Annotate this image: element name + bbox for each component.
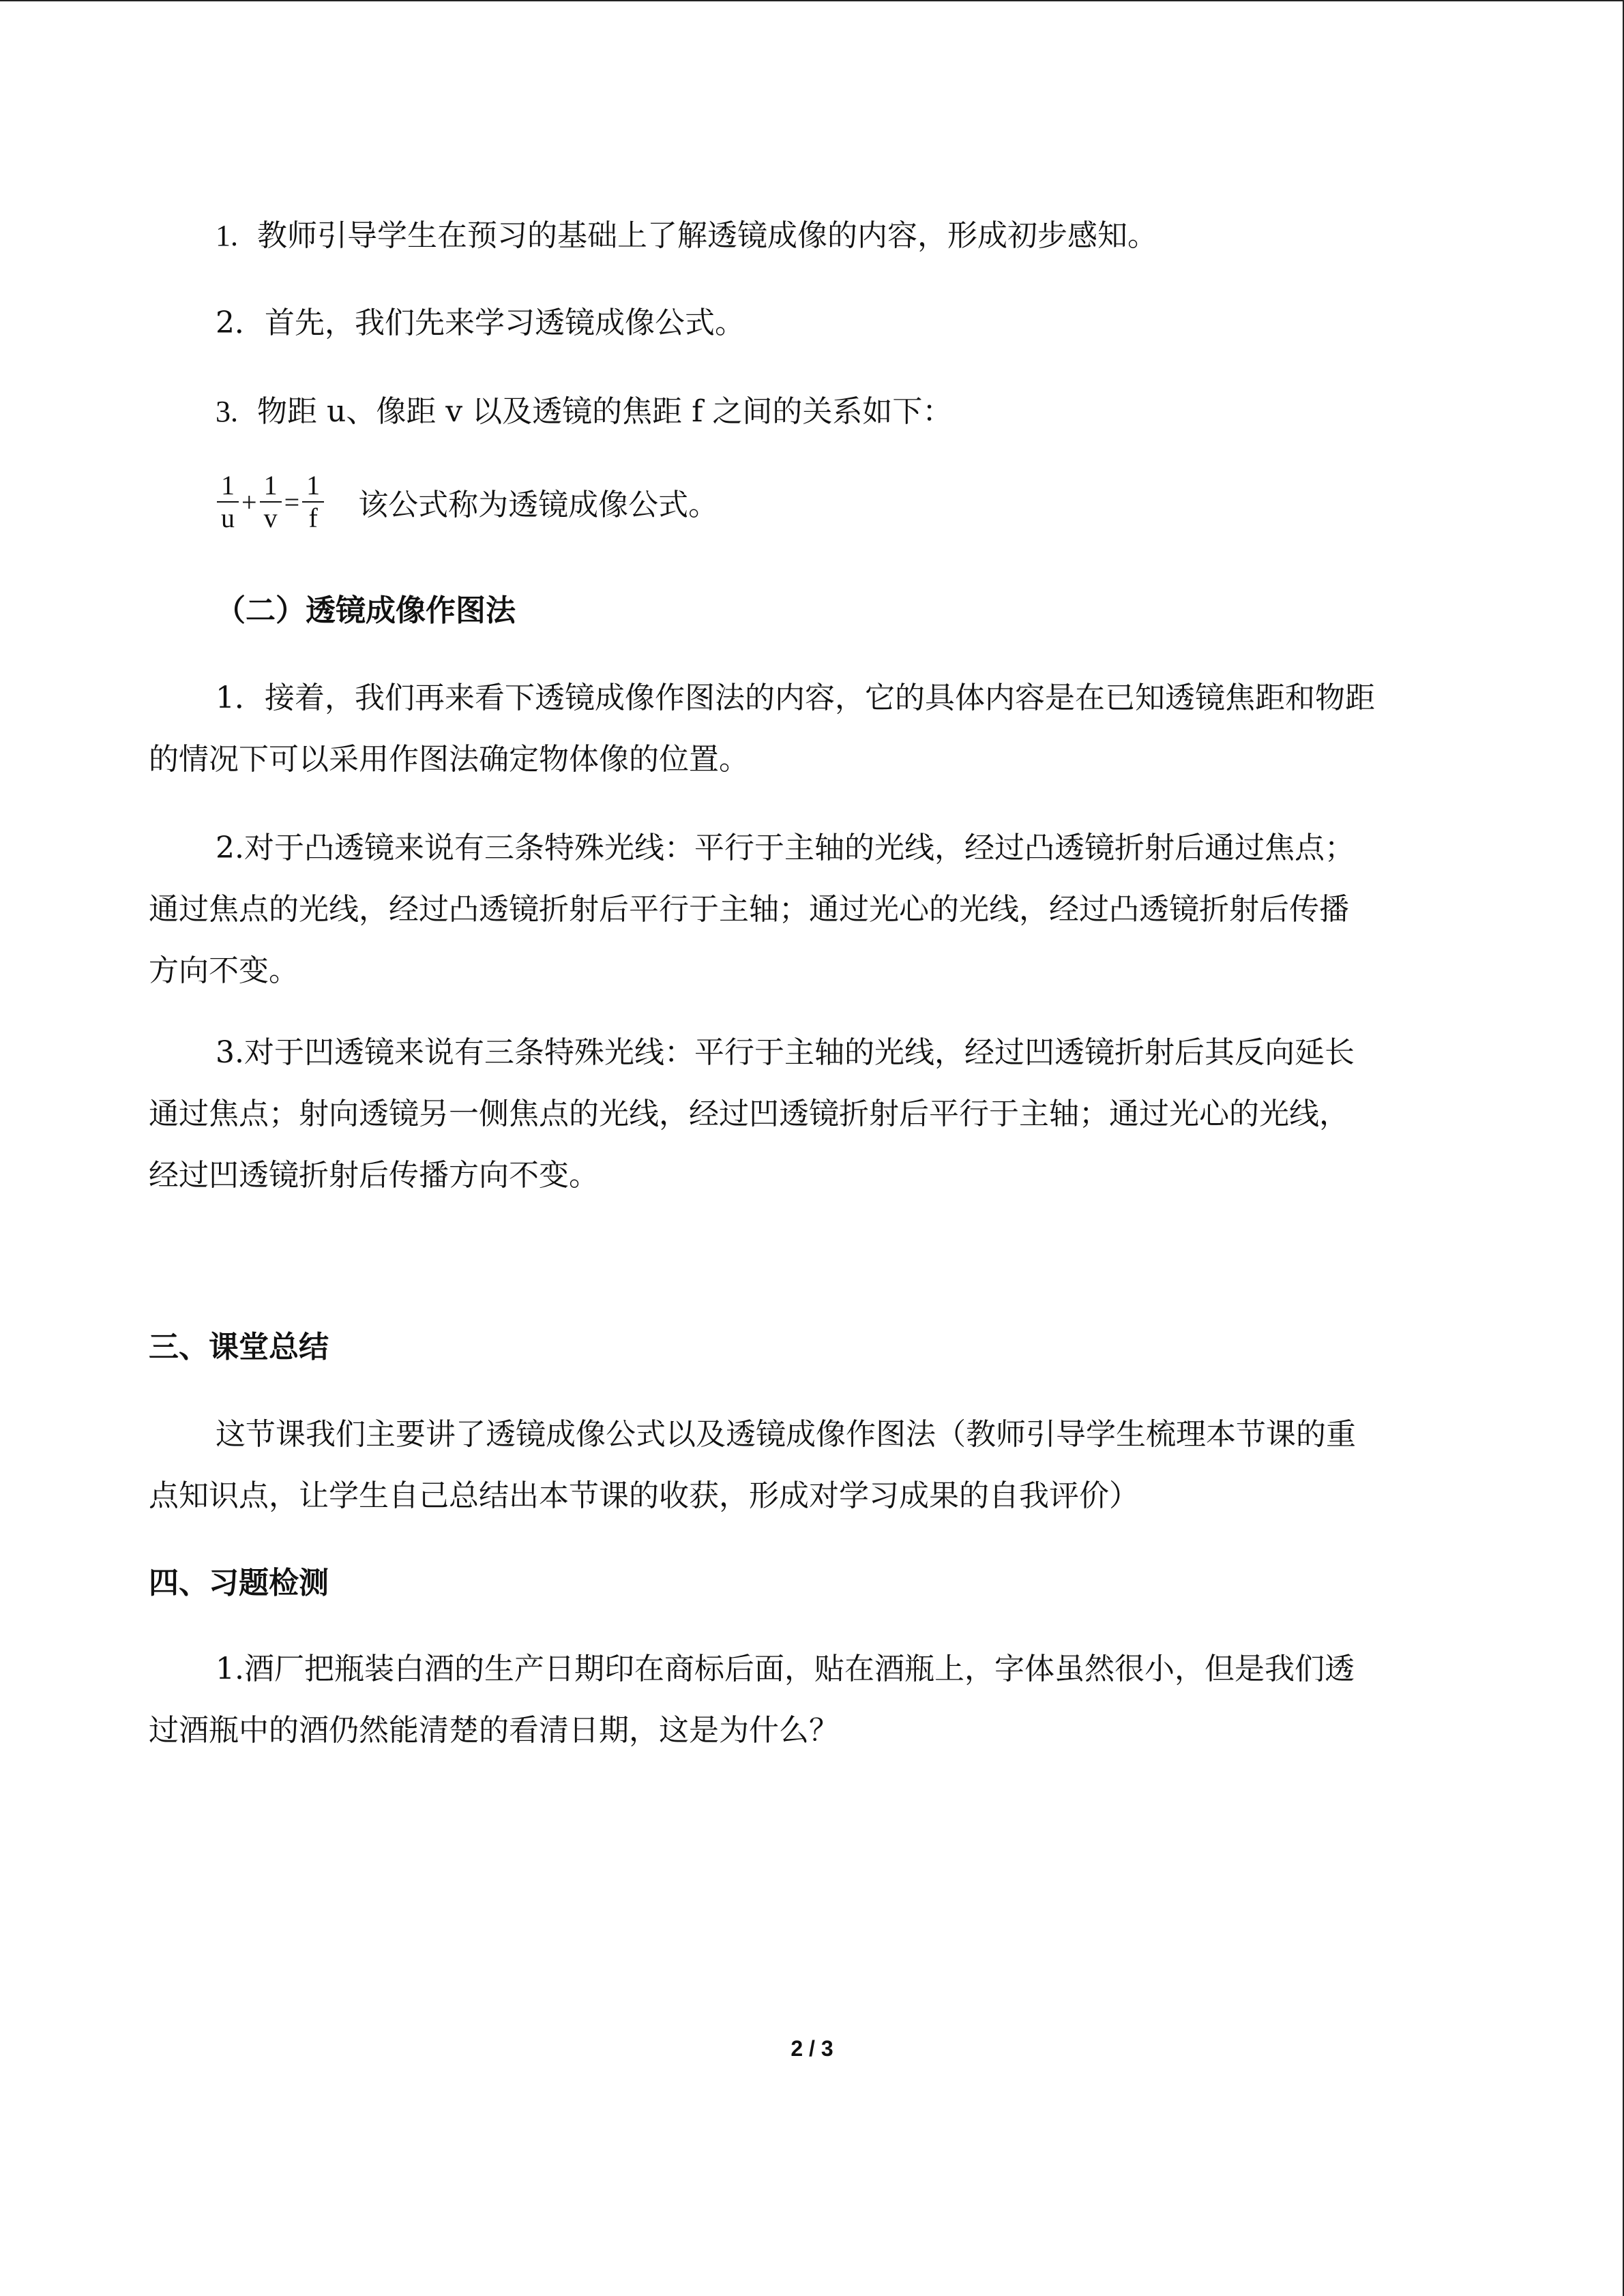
- exercise-line1: 1.酒厂把瓶装白酒的生产日期印在商标后面，贴在酒瓶上，字体虽然很小，但是我们透: [216, 1652, 1355, 1686]
- step-2-number: 2．: [216, 305, 265, 340]
- summary-line1: 这节课我们主要讲了透镜成像公式以及透镜成像作图法（教师引导学生梳理本节课的重: [216, 1417, 1356, 1452]
- drawing-p3-line2: 通过焦点；射向透镜另一侧焦点的光线，经过凹透镜折射后平行于主轴；通过光心的光线，: [149, 1097, 1349, 1131]
- drawing-p1-line2: 的情况下可以采用作图法确定物体像的位置。: [149, 742, 749, 777]
- fraction-numerator: 1: [302, 470, 324, 503]
- fraction-numerator: 1: [217, 470, 239, 503]
- formula-note: 该公式称为透镜成像公式。: [358, 488, 719, 522]
- section-drawing-heading: （二）透镜成像作图法: [216, 593, 516, 628]
- step-3: [216, 393, 952, 431]
- equals-sign: =: [284, 486, 300, 518]
- step-1-text: 教师引导学生在预习的基础上了解透镜成像的内容，形成初步感知。: [257, 218, 1157, 253]
- step-3-number: 3.: [216, 395, 238, 428]
- fraction-denominator: f: [308, 503, 318, 533]
- drawing-p2-line2: 通过焦点的光线，经过凸透镜折射后平行于主轴；通过光心的光线，经过凸透镜折射后传播: [149, 892, 1349, 927]
- section-summary-heading: 三、课堂总结: [149, 1330, 329, 1365]
- drawing-p3-line1: 3.对于凹透镜来说有三条特殊光线：平行于主轴的光线，经过凹透镜折射后其反向延长: [216, 1035, 1355, 1070]
- exercise-line2: 过酒瓶中的酒仍然能清楚的看清日期，这是为什么？: [149, 1713, 839, 1748]
- drawing-p3-line3: 经过凹透镜折射后传播方向不变。: [149, 1158, 599, 1193]
- summary-line2: 点知识点，让学生自己总结出本节课的收获，形成对学习成果的自我评价）: [149, 1478, 1139, 1513]
- section-exercise-heading: 四、习题检测: [149, 1566, 329, 1600]
- page-number: 2 / 3: [791, 2036, 833, 2061]
- fraction-1-over-v: [260, 470, 282, 534]
- fraction-1-over-f: [302, 470, 324, 534]
- fraction-1-over-u: [217, 470, 239, 534]
- step-1: [216, 217, 1157, 255]
- fraction-denominator: v: [263, 503, 278, 533]
- drawing-p2-line3: 方向不变。: [149, 953, 299, 988]
- plus-sign: +: [241, 486, 257, 518]
- fraction-denominator: u: [221, 503, 235, 533]
- drawing-p2-line1: 2.对于凸透镜来说有三条特殊光线：平行于主轴的光线，经过凸透镜折射后通过焦点；: [216, 831, 1355, 865]
- lens-formula: [216, 461, 718, 543]
- fraction-numerator: 1: [260, 470, 282, 503]
- step-3-text: 物距 u、像距 v 以及透镜的焦距 f 之间的关系如下：: [257, 394, 953, 429]
- step-2: [216, 304, 745, 342]
- step-1-number: 1.: [216, 219, 238, 252]
- drawing-p1-line1: 1．接着，我们再来看下透镜成像作图法的内容，它的具体内容是在已知透镜焦距和物距: [216, 681, 1375, 715]
- step-2-text: 首先，我们先来学习透镜成像公式。: [265, 305, 745, 340]
